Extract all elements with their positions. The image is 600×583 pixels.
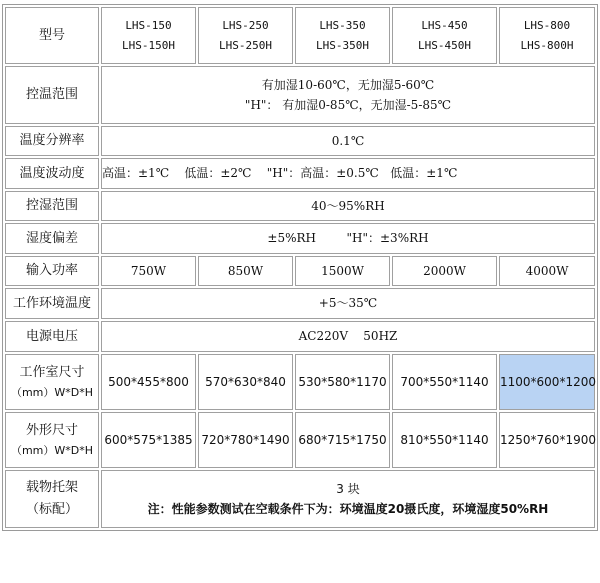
input-power-value: 4000W: [499, 256, 595, 286]
temp-range-row: [5, 66, 595, 124]
power-supply-row: [5, 321, 595, 352]
shelf-row: [5, 470, 595, 528]
ambient-temp-label: 工作环境温度: [5, 288, 99, 319]
model-cell: LHS-250 LHS-250H: [198, 7, 293, 64]
humidity-range-label: 控湿范围: [5, 191, 99, 221]
input-power-value: 2000W: [392, 256, 497, 286]
power-supply-value: AC220V 50HZ: [101, 321, 595, 352]
humidity-range-value: 40～95%RH: [101, 191, 595, 221]
ambient-temp-value: +5～35℃: [101, 288, 595, 319]
humidity-deviation-row: [5, 223, 595, 254]
input-power-row: [5, 256, 595, 286]
power-supply-label: 电源电压: [5, 321, 99, 352]
temp-range-value: 有加湿10-60℃，无加湿5-60℃ "H"： 有加湿0-85℃，无加湿-5-85℃: [101, 66, 595, 124]
input-power-value: 750W: [101, 256, 196, 286]
outer-size-label: 外形尺寸 （mm）W*D*H: [5, 412, 99, 468]
outer-size-row: [5, 412, 595, 468]
model-cell: LHS-800 LHS-800H: [499, 7, 595, 64]
model-cell: LHS-150 LHS-150H: [101, 7, 196, 64]
outer-size-value: 1250*760*1900: [499, 412, 595, 468]
input-power-value: 1500W: [295, 256, 390, 286]
input-power-value: 850W: [198, 256, 293, 286]
model-cell: LHS-350 LHS-350H: [295, 7, 390, 64]
model-row: [5, 7, 595, 64]
temp-resolution-value: 0.1℃: [101, 126, 595, 156]
shelf-count: 3 块: [336, 481, 360, 496]
humidity-range-row: [5, 191, 595, 221]
input-power-label: 输入功率: [5, 256, 99, 286]
chamber-size-row: [5, 354, 595, 410]
humidity-deviation-value: ±5%RH "H"：±3%RH: [101, 223, 595, 254]
temp-range-label: 控温范围: [5, 66, 99, 124]
temp-fluctuation-value: 高温：±1℃ 低温：±2℃ "H"：高温：±0.5℃ 低温：±1℃: [101, 158, 595, 189]
temp-fluctuation-row: [5, 158, 595, 189]
shelf-value: [101, 470, 595, 528]
humidity-deviation-label: 湿度偏差: [5, 223, 99, 254]
outer-size-value: 720*780*1490: [198, 412, 293, 468]
model-cell: LHS-450 LHS-450H: [392, 7, 497, 64]
temp-resolution-label: 温度分辨率: [5, 126, 99, 156]
ambient-temp-row: [5, 288, 595, 319]
outer-size-value: 600*575*1385: [101, 412, 196, 468]
chamber-size-label: 工作室尺寸 （mm）W*D*H: [5, 354, 99, 410]
temp-fluctuation-label: 温度波动度: [5, 158, 99, 189]
chamber-size-value: 700*550*1140: [392, 354, 497, 410]
test-condition-note: 注：性能参数测试在空载条件下为：环境温度20摄氏度，环境湿度50%RH: [147, 502, 549, 516]
shelf-label: 载物托架 （标配）: [5, 470, 99, 528]
outer-size-value: 680*715*1750: [295, 412, 390, 468]
model-label: 型号: [5, 7, 99, 64]
chamber-size-value: 570*630*840: [198, 354, 293, 410]
chamber-size-value: 500*455*800: [101, 354, 196, 410]
chamber-size-value-selected[interactable]: 1100*600*1200: [499, 354, 595, 410]
chamber-size-value: 530*580*1170: [295, 354, 390, 410]
outer-size-value: 810*550*1140: [392, 412, 497, 468]
spec-table: [2, 4, 598, 531]
temp-resolution-row: [5, 126, 595, 156]
